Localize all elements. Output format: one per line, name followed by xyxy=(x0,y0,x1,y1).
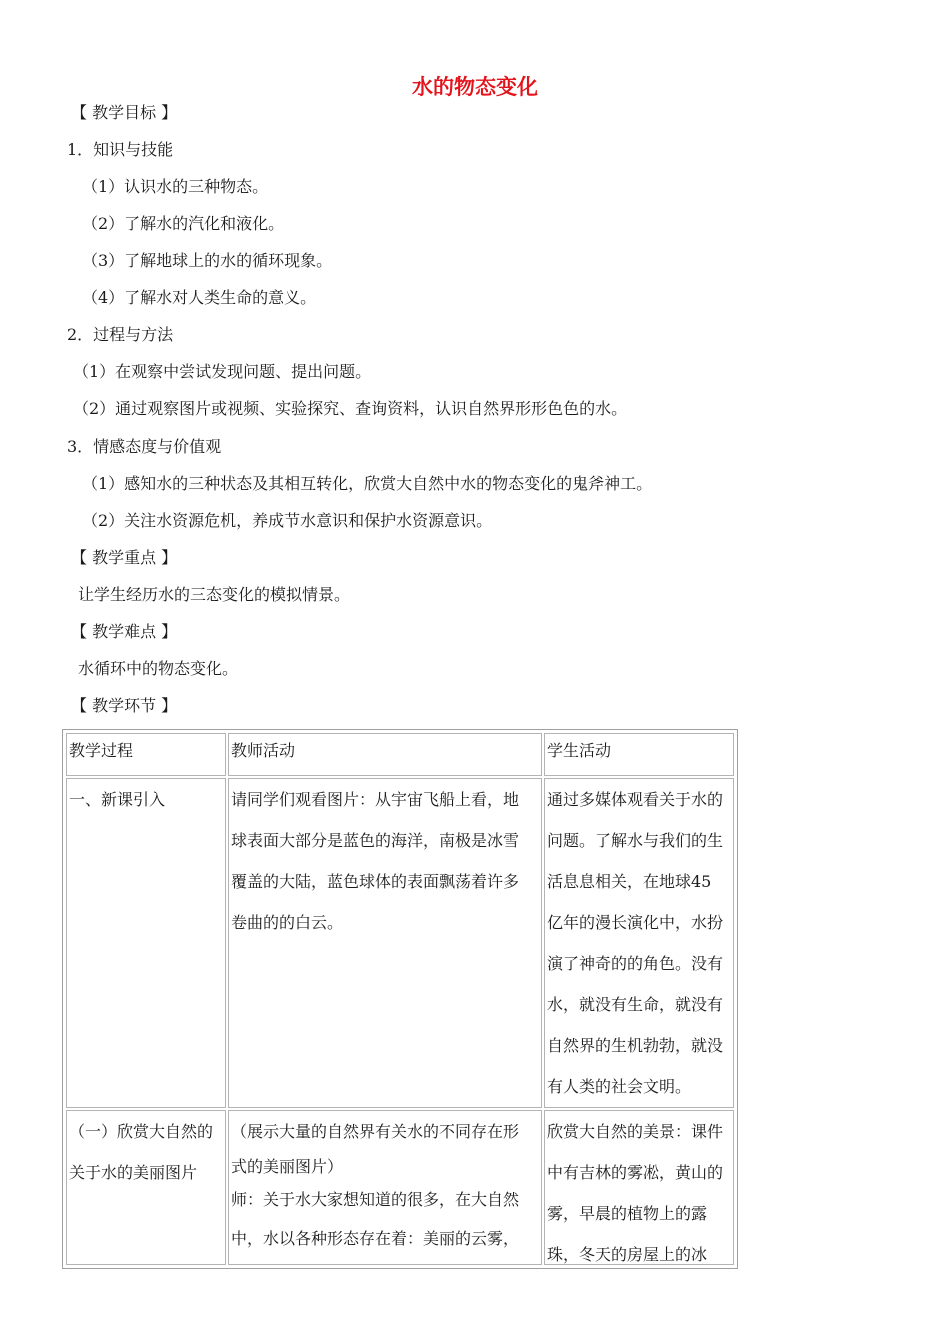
cell-line: （一）欣赏大自然的 xyxy=(69,1122,214,1141)
page-title: 水的物态变化 xyxy=(412,75,538,99)
cell-line: 自然界的生机勃勃，就没 xyxy=(547,1036,724,1055)
process-heading: 2．过程与方法 xyxy=(67,325,174,344)
cell-line: 球表面大部分是蓝色的海洋，南极是冰雪 xyxy=(231,831,520,850)
knowledge-item: （1）认识水的三种物态。 xyxy=(82,177,269,196)
knowledge-item: （3）了解地球上的水的循环现象。 xyxy=(82,251,333,270)
knowledge-heading: 1．知识与技能 xyxy=(67,140,174,159)
objectives-heading: 【 教学目标 】 xyxy=(71,103,178,122)
table-header-teacher xyxy=(228,733,542,776)
table-header-process xyxy=(66,733,226,776)
lesson-table xyxy=(62,729,738,1269)
table-cell-process xyxy=(66,1110,226,1265)
process-item: （1）在观察中尝试发现问题、提出问题。 xyxy=(73,362,372,381)
key-point-text: 让学生经历水的三态变化的模拟情景。 xyxy=(78,585,351,604)
table-header-student xyxy=(544,733,734,776)
difficulty-text: 水循环中的物态变化。 xyxy=(78,659,239,678)
cell-line: 中有吉林的雾凇，黄山的 xyxy=(547,1163,724,1182)
cell-line: 有人类的社会文明。 xyxy=(547,1077,692,1096)
cell-line: 式的美丽图片） xyxy=(231,1157,344,1176)
difficulty-heading: 【 教学难点 】 xyxy=(71,622,178,641)
table-cell-student xyxy=(544,778,734,1108)
cell-line: 亿年的漫长演化中，水扮 xyxy=(547,913,724,932)
process-item: （2）通过观察图片或视频、实验探究、查询资料，认识自然界形形色色的水。 xyxy=(73,399,628,418)
cell-line: （展示大量的自然界有关水的不同存在形 xyxy=(231,1122,520,1141)
cell-line: 珠，冬天的房屋上的冰 xyxy=(547,1245,708,1264)
cell-line: 演了神奇的的角色。没有 xyxy=(547,954,724,973)
cell-line: 雾，早晨的植物上的露 xyxy=(547,1204,708,1223)
header-label: 学生活动 xyxy=(547,741,612,760)
cell-line: 关于水的美丽图片 xyxy=(69,1163,198,1182)
knowledge-item: （2）了解水的汽化和液化。 xyxy=(82,214,285,233)
table-cell-process xyxy=(66,778,226,1108)
cell-line: 请同学们观看图片：从宇宙飞船上看，地 xyxy=(231,790,520,809)
cell-line: 中，水以各种形态存在着：美丽的云雾， xyxy=(231,1229,520,1248)
knowledge-item: （4）了解水对人类生命的意义。 xyxy=(82,288,317,307)
emotion-item: （1）感知水的三种状态及其相互转化，欣赏大自然中水的物态变化的鬼斧神工。 xyxy=(82,474,653,493)
cell-line: 覆盖的大陆，蓝色球体的表面飘荡着许多 xyxy=(231,872,520,891)
cell-line: 通过多媒体观看关于水的 xyxy=(547,790,724,809)
cell-line: 师：关于水大家想知道的很多，在大自然 xyxy=(231,1190,520,1209)
cell-line: 卷曲的的白云。 xyxy=(231,913,344,932)
steps-heading: 【 教学环节 】 xyxy=(71,696,178,715)
table-cell-teacher xyxy=(228,778,542,1108)
cell-line: 一、新课引入 xyxy=(69,790,166,809)
cell-line: 问题。了解水与我们的生 xyxy=(547,831,724,850)
header-label: 教学过程 xyxy=(69,741,134,760)
header-label: 教师活动 xyxy=(231,741,296,760)
table-cell-student xyxy=(544,1110,734,1265)
emotion-item: （2）关注水资源危机，养成节水意识和保护水资源意识。 xyxy=(82,511,493,530)
table-cell-teacher xyxy=(228,1110,542,1265)
cell-line: 欣赏大自然的美景：课件 xyxy=(547,1122,724,1141)
emotion-heading: 3．情感态度与价值观 xyxy=(67,437,222,456)
cell-line: 活息息相关，在地球45 xyxy=(547,872,712,891)
key-point-heading: 【 教学重点 】 xyxy=(71,548,178,567)
cell-line: 水，就没有生命，就没有 xyxy=(547,995,724,1014)
